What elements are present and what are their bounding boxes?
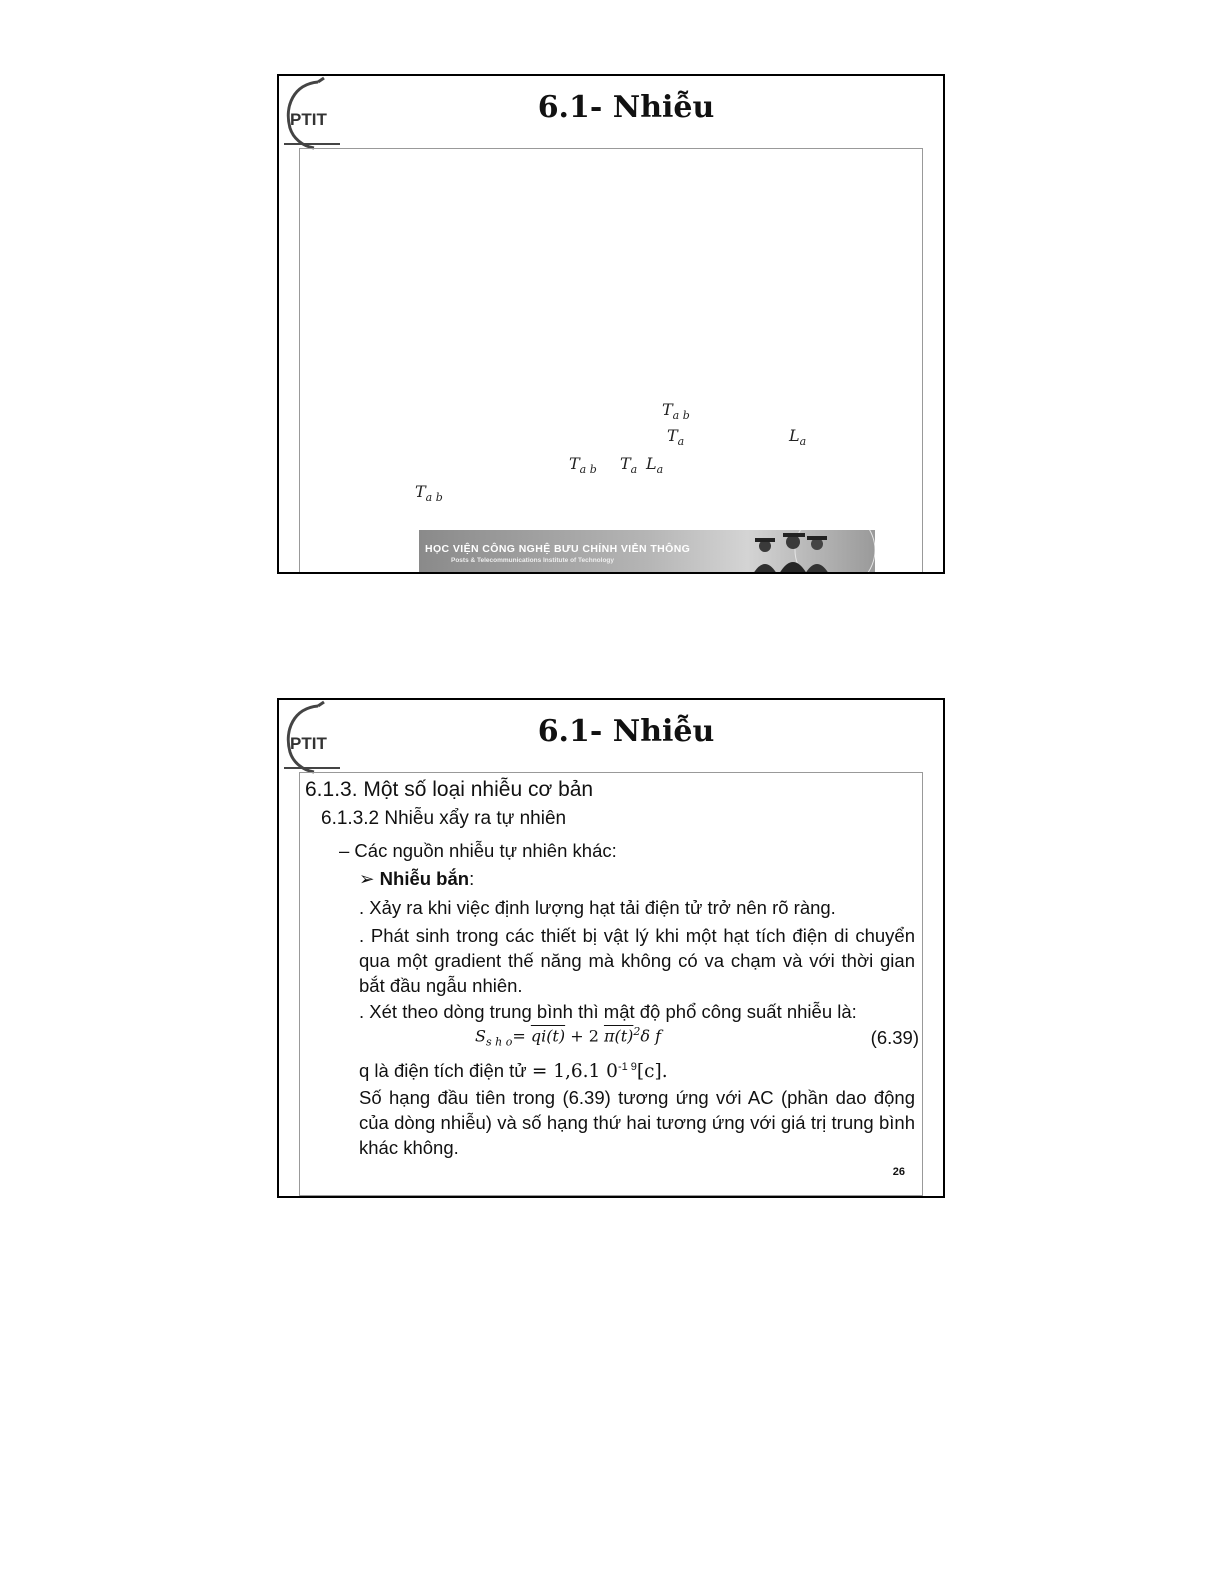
- svg-text:PTIT: PTIT: [290, 734, 327, 753]
- arrow-list-item: ➢ Nhiễu bắn:: [359, 868, 475, 889]
- section-heading: 6.1.3. Một số loại nhiễu cơ bản: [305, 778, 594, 801]
- math-fragment: $T_{a b}$: [569, 454, 597, 477]
- graduates-image-icon: [705, 530, 875, 574]
- math-fragment: $T_a$: [620, 454, 638, 477]
- dash-list-item: – Các nguồn nhiễu tự nhiên khác:: [339, 840, 617, 861]
- svg-text:PTIT: PTIT: [290, 110, 327, 129]
- page-number: 26: [892, 1166, 905, 1178]
- arrow-item-label: Nhiễu bắn: [379, 868, 470, 889]
- math-fragment: $T_{a b}$: [415, 482, 443, 505]
- math-fragment: $L_a$: [789, 426, 807, 449]
- equation: $S_{s h o}= qi(t) + 2$ $\pi(t)^2\delta$ f: [475, 1025, 662, 1049]
- slide-2: [277, 698, 945, 1198]
- content-frame: [299, 148, 923, 572]
- slide-title: 6.1- Nhiễu: [537, 90, 715, 125]
- equation-number: (6.39): [870, 1027, 919, 1048]
- paragraph: q là điện tích điện tử = 1,6.1 $0^{-1 9}[c]$.: [359, 1060, 668, 1083]
- paragraph: . Phát sinh trong các thiết bị vật lý khi một hạt tích điện di chuyển qua một gradient thế năng mà không có va chạm và với thời gian bắt đầu ngẫu nhiên.: [359, 925, 915, 996]
- slide-1: [277, 74, 945, 574]
- slide-title: 6.1- Nhiễu: [537, 714, 715, 749]
- math-fragment: $L_a$: [646, 454, 664, 477]
- arrow-bullet-icon: ➢: [359, 868, 375, 889]
- paragraph: Số hạng đầu tiên trong (6.39) tương ứng với AC (phần dao động của dòng nhiễu) và số hạng thứ hai tương ứng với giá trị trung bình khác không.: [359, 1087, 915, 1158]
- math-fragment: $T_{a b}$: [662, 400, 690, 423]
- subsection-heading: 6.1.3.2 Nhiễu xẩy ra tự nhiên: [321, 808, 567, 829]
- institute-banner: [419, 530, 875, 574]
- paragraph: . Xét theo dòng trung bình thì mật độ phổ công suất nhiễu là:: [359, 1001, 857, 1022]
- banner-title: HỌC VIỆN CÔNG NGHỆ BƯU CHÍNH VIỄN THÔNG: [425, 543, 691, 555]
- paragraph: . Xảy ra khi việc định lượng hạt tải điện tử trở nên rõ ràng.: [359, 897, 836, 918]
- math-fragment: $T_a$: [667, 426, 685, 449]
- banner-subtitle: Posts & Telecommunications Institute of Technology: [451, 557, 614, 564]
